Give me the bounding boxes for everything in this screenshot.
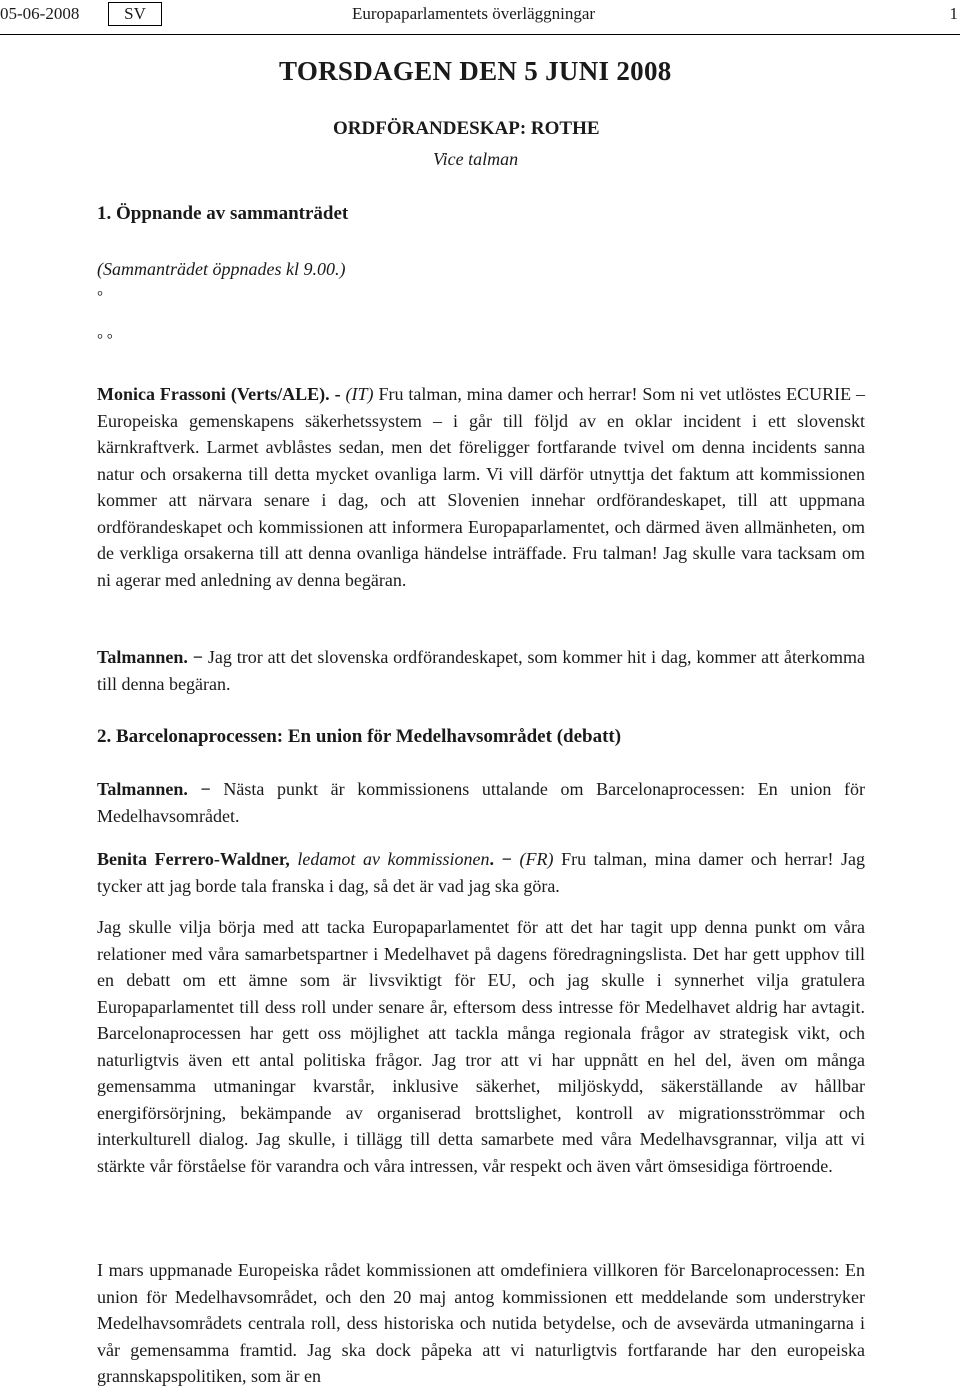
speech-text: Nästa punkt är kommissionens uttalande om Barcelonaprocessen: En union för Medelhavsområdet. bbox=[97, 779, 865, 826]
speech-paragraph: I mars uppmanade Europeiska rådet kommissionen att omdefiniera villkoren för Barcelonaprocessen: En union för Medelhavsområdet, och den 20 maj antog kommissionen ett meddelande som understryker Medelhavsområdets centrala roll, dess historiska och nutida betydelse, och de avsevärda utmaningarna i vår gemensamma framtid. Jag ska dock påpeka att vi naturligtvis fortfarande har den europeiska grannskapspolitiken, som är en bbox=[97, 1260, 865, 1386]
speech-frassoni bbox=[97, 381, 865, 593]
speaker-name: Talmannen. bbox=[97, 779, 188, 799]
separator-mark-double: ° ° bbox=[97, 332, 113, 348]
language-marker: (IT) bbox=[345, 384, 374, 404]
sitting-date-heading: TORSDAGEN DEN 5 JUNI 2008 bbox=[279, 56, 672, 86]
page-header bbox=[0, 0, 960, 35]
speaker-dash: − bbox=[187, 647, 208, 667]
chair-role: Vice talman bbox=[433, 149, 519, 169]
speech-ferrero-waldner bbox=[97, 846, 865, 899]
speech-text: Jag tror att det slovenska ordförandeskapet, som kommer hit i dag, kommer att återkomma till denna begäran. bbox=[97, 647, 865, 694]
speaker-role: ledamot av kommissionen bbox=[297, 849, 490, 869]
page-number: 1 bbox=[949, 4, 958, 23]
speaker-name: Benita Ferrero-Waldner, bbox=[97, 849, 290, 869]
speech-text: Fru talman, mina damer och herrar! Jag tycker att jag borde tala franska i dag, så det är vad jag ska göra. bbox=[97, 849, 866, 896]
header-date: 05-06-2008 bbox=[0, 4, 80, 23]
section-heading-barcelona: 2. Barcelonaprocessen: En union för Medelhavsområdet (debatt) bbox=[97, 726, 622, 747]
speech-paragraph: Jag skulle vilja börja med att tacka Europaparlamentet för att det har tagit upp denna punkt om våra relationer med våra samarbetspartner i Medelhavet på dagens föredragningslista. Det har gett upphov till en debatt om ett ämne som är livsviktigt för EU, och jag skulle i synnerhet vilja gratulera Europaparlamentet till dess roll under senare år, eftersom dess intresse för Medelhavet aldrig har avtagit. Barcelonaprocessen har gett oss möjlighet att tackla många regionala frågor av strategisk vikt, och naturligtvis även ett antal politiska frågor. Jag tror att vi har uppnått en hel del, även om många gemensamma utmaningar kvarstår, inklusive säkerhet, miljöskydd, säkerställande av hållbar energiförsörjning, bekämpande av organiserad brottslighet, kontroll av migrationsströmmar och interkulturell dialog. Jag skulle, i tillägg till detta samarbete med våra Medelhavsgrannar, vilja att vi stärkte vår förståelse för varandra och våra intressen, vår respekt och även vårt ömsesidiga förtroende. bbox=[97, 917, 865, 1176]
speaker-name: Monica Frassoni (Verts/ALE). bbox=[97, 384, 330, 404]
speech-text: Fru talman, mina damer och herrar! Som ni vet utlöstes ECURIE – Europeiska gemenskapens säkerhetssystem – i går till följd av en oklar incident i ett slovenskt kärnkraftverk. Larmet avblåstes sedan, men det föreligger fortfarande tvivel om denna incidents sanna natur och orsakerna till detta mycket ovanliga larm. Vi vill därför utnyttja det faktum att kommissionen kommer att närvara senare i dag, och att Slovenien innehar ordförandeskapet, till att uppmana ordförandeskapet och kommissionen att informera Europaparlamentet, och därmed även allmänheten, om de verkliga orsakerna till att denna ovanliga händelse inträffade. Fru talman! Jag skulle vara tacksam om ni agerar med anledning av denna begäran. bbox=[97, 384, 865, 590]
chair-heading: ORDFÖRANDESKAP: ROTHE bbox=[333, 118, 600, 139]
language-marker: (FR) bbox=[519, 849, 554, 869]
speaker-dash: - bbox=[329, 384, 346, 404]
speech-president-1 bbox=[97, 644, 865, 697]
section-heading-opening: 1. Öppnande av sammanträdet bbox=[97, 203, 349, 224]
document-title: Europaparlamentets överläggningar bbox=[352, 4, 596, 23]
speaker-name: Talmannen. bbox=[97, 647, 188, 667]
language-badge: SV bbox=[108, 2, 162, 26]
speaker-dash: . − bbox=[489, 849, 520, 869]
speaker-dash: − bbox=[187, 779, 224, 799]
separator-mark: ° bbox=[97, 289, 103, 305]
speech-president-2 bbox=[97, 776, 865, 829]
opening-note: (Sammanträdet öppnades kl 9.00.) bbox=[97, 259, 346, 279]
